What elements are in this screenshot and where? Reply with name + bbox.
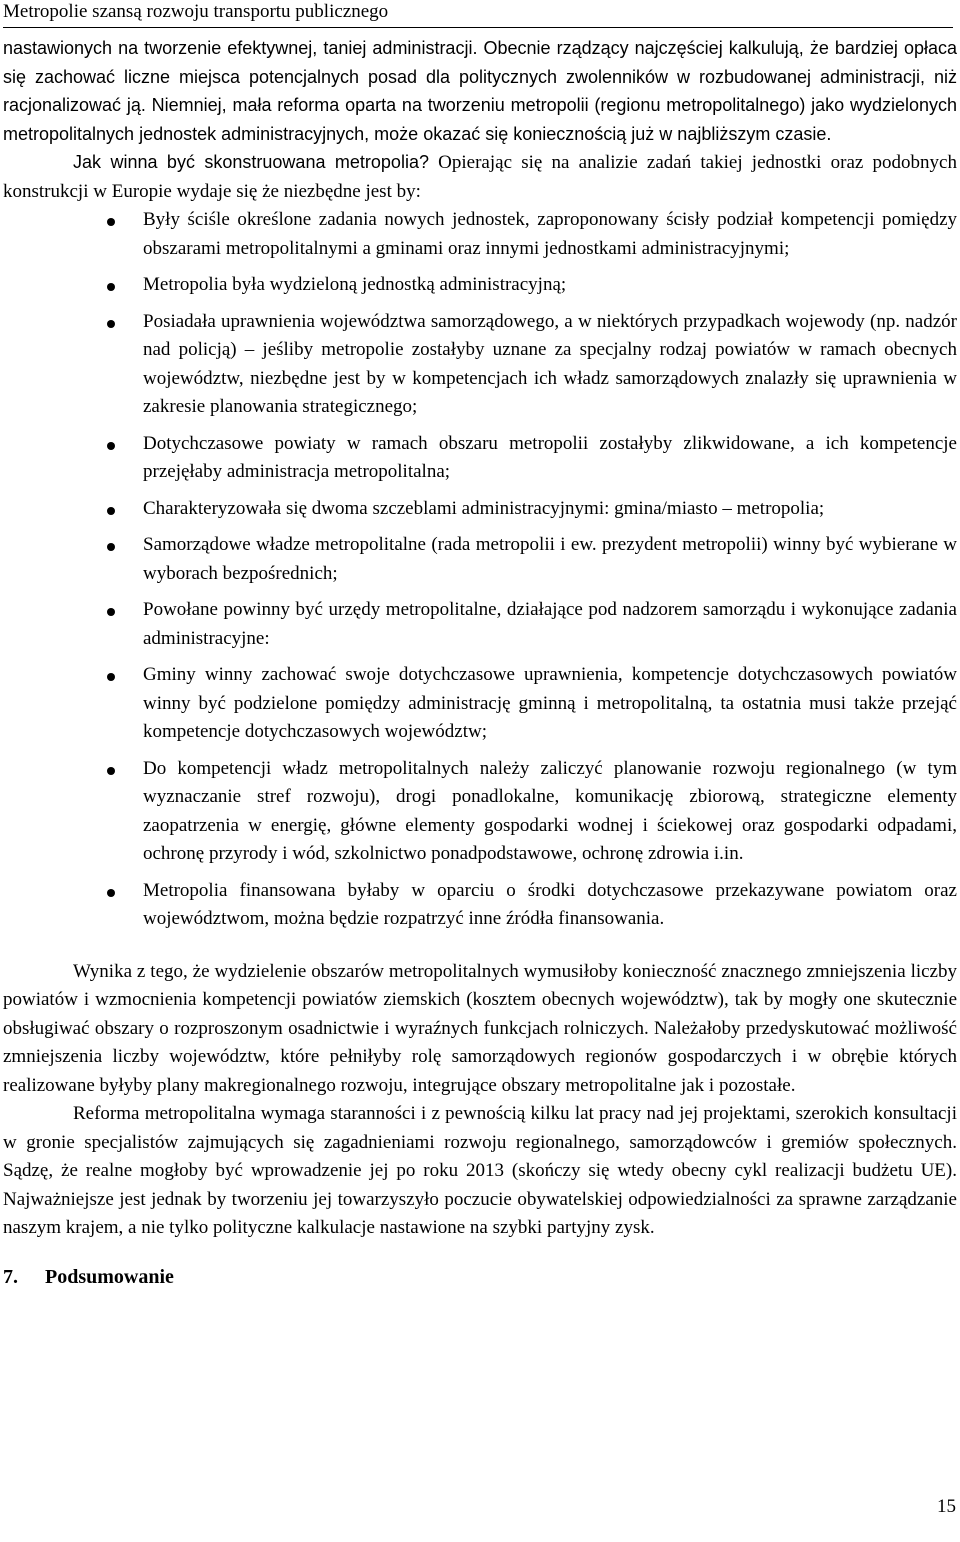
list-item xyxy=(3,755,957,869)
paragraph-reform: Reforma metropolitalna wymaga staranności i z pewnością kilku lat pracy nad jej projektami, szerokich konsultacji w gronie specjalistów zajmujących się zagadnieniami rozwoju regionalnego, samorządowców i gremiów społecznych. Sądzę, że realne mogłoby być wprowadzenie jej po roku 2013 (skończy się wtedy obecny cykl realizacji budżetu UE). Najważniejsze jest jednak by tworzeniu jej towarzyszyło poczucie obywatelskiej odpowiedzialności za sprawne zarządzanie naszym krajem, a nie tylko polityczne kalkulacje nastawione na szybki partyjny zysk. xyxy=(3,1103,957,1238)
list-item-text: Metropolia była wydzieloną jednostką administracyjną; xyxy=(143,274,567,295)
bullet-icon xyxy=(107,442,115,450)
bullet-icon xyxy=(107,283,115,291)
list-item xyxy=(3,206,957,263)
list-item-text: Posiadała uprawnienia województwa samorządowego, a w niektórych przypadkach wojewody (np. nadzór nad policją) – jeśliby metropolie zostałyby uznane za specjalny rodzaj powiatów w ramach obecnych województw, niezbędne jest by w kompetencjach ich władz samorządowych znalazły się uprawnienia w zakresie planowania strategicznego; xyxy=(143,310,957,417)
paragraph-question xyxy=(3,148,957,206)
list-item-text: Metropolia finansowana byłaby w oparciu o środki dotychczasowe przekazywane powiatom oraz województwom, można będzie rozpatrzyć inne źródła finansowania. xyxy=(143,879,957,929)
list-item-text: Dotychczasowe powiaty w ramach obszaru metropolii zostałyby zlikwidowane, a ich kompetencje przejęłaby administracja metropolitalna; xyxy=(143,432,957,482)
bullet-icon xyxy=(107,507,115,515)
requirements-list xyxy=(3,206,957,934)
bullet-icon xyxy=(107,673,115,681)
list-item xyxy=(3,308,957,422)
question-continuation: Opierając się na analizie zadań takiej jednostki oraz podobnych konstrukcji w Europie wydaje się że niezbędne jest by: xyxy=(3,152,957,202)
section-heading xyxy=(3,1263,957,1292)
list-item xyxy=(3,495,957,524)
page-number: 15 xyxy=(937,1496,956,1517)
list-item xyxy=(3,877,957,934)
paragraph-intro: nastawionych na tworzenie efektywnej, taniej administracji. Obecnie rządzący najczęściej kalkulują, że bardziej opłaca się zachować liczne miejsca potencjalnych posad dla politycznych zwolenników w rozbudowanej administracji, niż racjonalizować ją. Niemniej, mała reforma oparta na tworzeniu metropolii (regionu metropolitalnego) jako wydzielonych metropolitalnych jednostek administracyjnych, może okazać się koniecznością już w najbliższym czasie. xyxy=(3,38,957,144)
list-item xyxy=(3,661,957,747)
list-item-text: Do kompetencji władz metropolitalnych należy zaliczyć planowanie rozwoju regionalnego (w tym wyznaczanie stref rozwoju), drogi ponadlokalne, komunikację zbiorową, strategiczne elementy zaopatrzenia w energię, główne elementy gospodarki wodnej i ściekowej oraz gospodarki odpadami, ochronę przyrody i wód, szkolnictwo ponadpodstawowe, ochronę zdrowia i.in. xyxy=(143,757,957,864)
question-text: Jak winna być skonstruowana metropolia? xyxy=(73,152,429,172)
bullet-icon xyxy=(107,608,115,616)
list-item-text: Charakteryzowała się dwoma szczeblami administracyjnymi: gmina/miasto – metropolia; xyxy=(143,497,825,519)
bullet-icon xyxy=(107,218,115,226)
section-number: 7. xyxy=(3,1265,18,1288)
bullet-icon xyxy=(107,320,115,328)
list-item xyxy=(3,531,957,588)
bullet-icon xyxy=(107,543,115,551)
bullet-icon xyxy=(107,889,115,897)
running-header: Metropolie szansą rozwoju transportu publicznego xyxy=(3,0,953,28)
page-content xyxy=(3,34,957,1291)
section-title: Podsumowanie xyxy=(45,1265,174,1288)
list-item xyxy=(3,596,957,653)
paragraph-conclusion: Wynika z tego, że wydzielenie obszarów metropolitalnych wymusiłoby konieczność znacznego zmniejszenia liczby powiatów i wzmocnienia kompetencji powiatów ziemskich (kosztem obecnych województw), tak by mogły one skutecznie obsługiwać obszary o rozproszonym osadnictwie i wyraźnych funkcjach rolniczych. Należałoby przedyskutować możliwość zmniejszenia liczby województw, które pełniłyby rolę samorządowych regionów gospodarczych i w obrębie których realizowane byłyby plany makregionalnego rozwoju, integrujące obszary metropolitalne jak i pozostałe. xyxy=(3,960,957,1096)
list-item-text: Samorządowe władze metropolitalne (rada metropolii i ew. prezydent metropolii) winny być wybierane w wyborach bezpośrednich; xyxy=(143,534,957,584)
list-item-text: Były ściśle określone zadania nowych jednostek, zaproponowany ścisły podział kompetencji pomiędzy obszarami metropolitalnymi a gminami oraz innymi jednostkami administracyjnymi; xyxy=(143,209,957,259)
list-item-text: Powołane powinny być urzędy metropolitalne, działające pod nadzorem samorządu i wykonujące zadania administracyjne: xyxy=(143,599,957,649)
list-item xyxy=(3,271,957,300)
list-item xyxy=(3,430,957,487)
list-item-text: Gminy winny zachować swoje dotychczasowe uprawnienia, kompetencje dotychczasowych powiatów winny być podzielone pomiędzy administrację gminną i metropolitalną, ta ostatnia musi także przejąć kompetencje dotychczasowych województw; xyxy=(143,664,957,742)
bullet-icon xyxy=(107,767,115,775)
